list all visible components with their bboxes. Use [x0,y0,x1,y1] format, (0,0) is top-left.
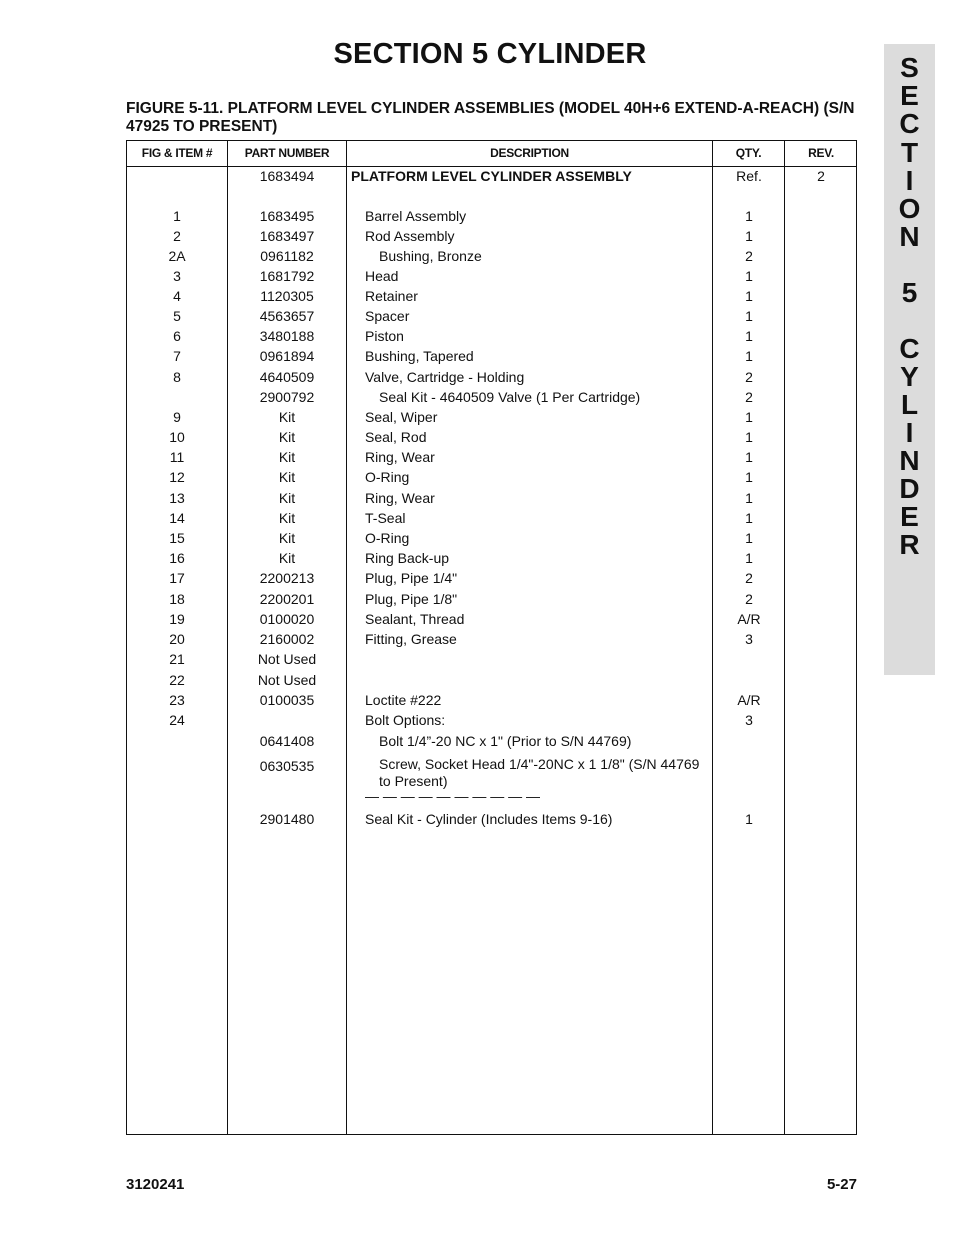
table-row [127,649,858,669]
table-row [127,346,858,366]
side-tab-letter: R [899,529,920,560]
table-row [127,756,858,789]
fig-item-cell: 15 [169,530,185,546]
fig-item-cell: 10 [169,429,185,445]
side-tab-letter: C [899,108,920,139]
qty-cell: A/R [737,611,761,627]
description-cell: Retainer [365,288,418,304]
description-cell: PLATFORM LEVEL CYLINDER ASSEMBLY [351,168,632,184]
description-cell: Seal Kit - Cylinder (Includes Items 9-16) [365,811,613,827]
table-row [127,226,858,246]
description-cell: Seal Kit - 4640509 Valve (1 Per Cartridge) [379,389,641,405]
description-cell: Bolt Options: [365,712,446,728]
table-row [127,166,858,186]
part-number-cell: 0641408 [259,733,315,749]
part-number-cell: 1681792 [259,268,315,284]
qty-cell: 2 [745,248,753,264]
qty-cell: 1 [745,288,753,304]
side-tab-letter: D [899,473,920,504]
fig-item-cell: 4 [173,288,181,304]
qty-cell: 1 [745,228,753,244]
qty-cell: 1 [745,429,753,445]
part-number-cell: 1683495 [259,208,315,224]
description-cell: Head [365,268,399,284]
table-row [127,568,858,588]
part-number-cell: Kit [278,449,296,465]
part-number-cell: 2900792 [259,389,315,405]
table-row [127,367,858,387]
footer-page-number: 5-27 [826,1176,857,1193]
fig-item-cell: 23 [169,692,185,708]
fig-item-cell: 13 [169,490,185,506]
description-cell: O-Ring [365,530,410,546]
table-row [127,488,858,508]
part-number-cell: Kit [278,469,296,485]
side-tab-letter: N [899,445,920,476]
description-cell: Sealant, Thread [365,611,465,627]
part-number-cell: Kit [278,530,296,546]
header-rev: REV. [808,146,834,160]
qty-cell: 1 [745,409,753,425]
qty-cell: 1 [745,268,753,284]
table-row [127,809,858,829]
part-number-cell: 0100035 [259,692,315,708]
section-side-tab [884,44,935,675]
fig-item-cell: 21 [169,651,185,667]
qty-cell: 3 [745,712,753,728]
rev-cell: 2 [817,168,825,184]
part-number-cell: 0961894 [259,348,315,364]
description-cell: Ring, Wear [365,449,435,465]
section-title: SECTION 5 CYLINDER [333,38,647,70]
fig-item-cell: 18 [169,591,185,607]
table-row [127,609,858,629]
qty-cell: 1 [745,208,753,224]
part-number-cell: 0630535 [259,758,315,774]
footer-document-number: 3120241 [126,1176,185,1193]
qty-cell: 1 [745,348,753,364]
qty-cell: 2 [745,389,753,405]
description-cell: Valve, Cartridge - Holding [365,369,525,385]
qty-cell: 2 [745,591,753,607]
description-cell: Seal, Wiper [365,409,438,425]
description-cell: Screw, Socket Head 1/4"-20NC x 1 1/8" (S/N 44769 to Present) [379,756,700,789]
fig-item-cell: 3 [173,268,181,284]
description-cell: Fitting, Grease [365,631,457,647]
table-row [127,447,858,467]
parts-table [126,140,857,1135]
description-cell: Barrel Assembly [365,208,467,224]
table-row [127,286,858,306]
qty-cell: A/R [737,692,761,708]
table-row [127,306,858,326]
qty-cell: 1 [745,469,753,485]
qty-cell: 1 [745,530,753,546]
fig-item-cell: 5 [173,308,181,324]
side-tab-letter: 5 [901,277,918,308]
part-number-cell: 2901480 [259,811,315,827]
qty-cell: 1 [745,510,753,526]
table-row [127,690,858,710]
figure-title: FIGURE 5-11. PLATFORM LEVEL CYLINDER ASSEMBLIES (MODEL 40H+6 EXTEND-A-REACH) (S/N 47925 TO PRESENT) [126,100,855,135]
side-tab-letter: T [900,137,919,168]
description-cell: O-Ring [365,469,410,485]
part-number-cell: Kit [278,429,296,445]
description-cell: Rod Assembly [365,228,455,244]
part-number-cell: Not Used [257,672,317,688]
part-number-cell: 1683497 [259,228,315,244]
fig-item-cell: 22 [169,672,185,688]
description-cell: T-Seal [365,510,406,526]
description-cell: Spacer [365,308,410,324]
part-number-cell: Kit [278,490,296,506]
table-row [127,731,858,751]
description-cell: Plug, Pipe 1/8" [365,591,458,607]
part-number-cell: 1120305 [260,288,314,304]
description-cell: Bushing, Tapered [365,348,474,364]
part-number-cell: 1683494 [259,168,315,184]
description-cell: Bolt 1/4”-20 NC x 1" (Prior to S/N 44769) [379,733,632,749]
header-fig-item: FIG & ITEM # [141,146,213,160]
qty-cell: 3 [745,631,753,647]
qty-cell: 2 [745,369,753,385]
table-row [127,786,858,806]
fig-item-cell: 20 [169,631,185,647]
side-tab-letter: Y [900,361,919,392]
table-row [127,266,858,286]
part-number-cell: 0100020 [259,611,315,627]
qty-cell: 2 [745,570,753,586]
part-number-cell: 2200201 [259,591,315,607]
qty-cell: 1 [745,811,753,827]
table-row [127,206,858,226]
table-row [127,710,858,730]
part-number-cell: Not Used [257,651,317,667]
description-cell: — — — — — — — — — — [365,788,541,804]
qty-cell: Ref. [736,168,762,184]
side-tab-letter: E [900,501,919,532]
side-tab-letter: L [900,389,919,420]
part-number-cell: 4563657 [259,308,315,324]
part-number-cell: Kit [278,550,296,566]
fig-item-cell: 6 [173,328,181,344]
header-qty: QTY. [735,146,762,160]
table-row [127,508,858,528]
side-tab-letter: C [899,333,920,364]
qty-cell: 1 [745,328,753,344]
table-row [127,589,858,609]
side-tab-letter: I [905,417,914,448]
part-number-cell: 0961182 [260,248,314,264]
table-row [127,387,858,407]
part-number-cell: Kit [278,510,296,526]
description-cell: Ring Back-up [365,550,450,566]
description-cell: Seal, Rod [365,429,427,445]
description-cell: Plug, Pipe 1/4" [365,570,458,586]
table-row [127,528,858,548]
fig-item-cell: 11 [169,449,185,465]
fig-item-cell: 2A [168,248,186,264]
fig-item-cell: 1 [173,208,181,224]
header-description: DESCRIPTION [490,146,569,160]
table-row [127,467,858,487]
table-row [127,548,858,568]
side-tab-letter: E [900,80,919,111]
table-row [127,246,858,266]
qty-cell: 1 [745,308,753,324]
side-tab-letter: I [905,165,914,196]
side-tab-letter: S [900,52,919,83]
side-tab-letter: N [899,221,920,252]
part-number-cell: Kit [278,409,296,425]
qty-cell: 1 [745,490,753,506]
part-number-cell: 3480188 [259,328,315,344]
description-cell: Bushing, Bronze [379,248,482,264]
table-row [127,407,858,427]
table-row [127,427,858,447]
fig-item-cell: 2 [173,228,181,244]
fig-item-cell: 17 [169,570,185,586]
qty-cell: 1 [745,550,753,566]
header-part-number: PART NUMBER [244,146,330,160]
part-number-cell: 2160002 [259,631,315,647]
table-row [127,629,858,649]
side-tab-letter: O [898,193,921,224]
fig-item-cell: 12 [169,469,185,485]
fig-item-cell: 9 [173,409,181,425]
qty-cell: 1 [745,449,753,465]
table-row [127,670,858,690]
description-cell: Loctite #222 [365,692,442,708]
fig-item-cell: 14 [169,510,185,526]
fig-item-cell: 24 [169,712,185,728]
part-number-cell: 4640509 [259,369,315,385]
fig-item-cell: 8 [173,369,181,385]
fig-item-cell: 7 [173,348,181,364]
fig-item-cell: 19 [169,611,185,627]
fig-item-cell: 16 [169,550,185,566]
description-cell: Ring, Wear [365,490,435,506]
table-row [127,326,858,346]
part-number-cell: 2200213 [259,570,315,586]
description-cell: Piston [365,328,404,344]
